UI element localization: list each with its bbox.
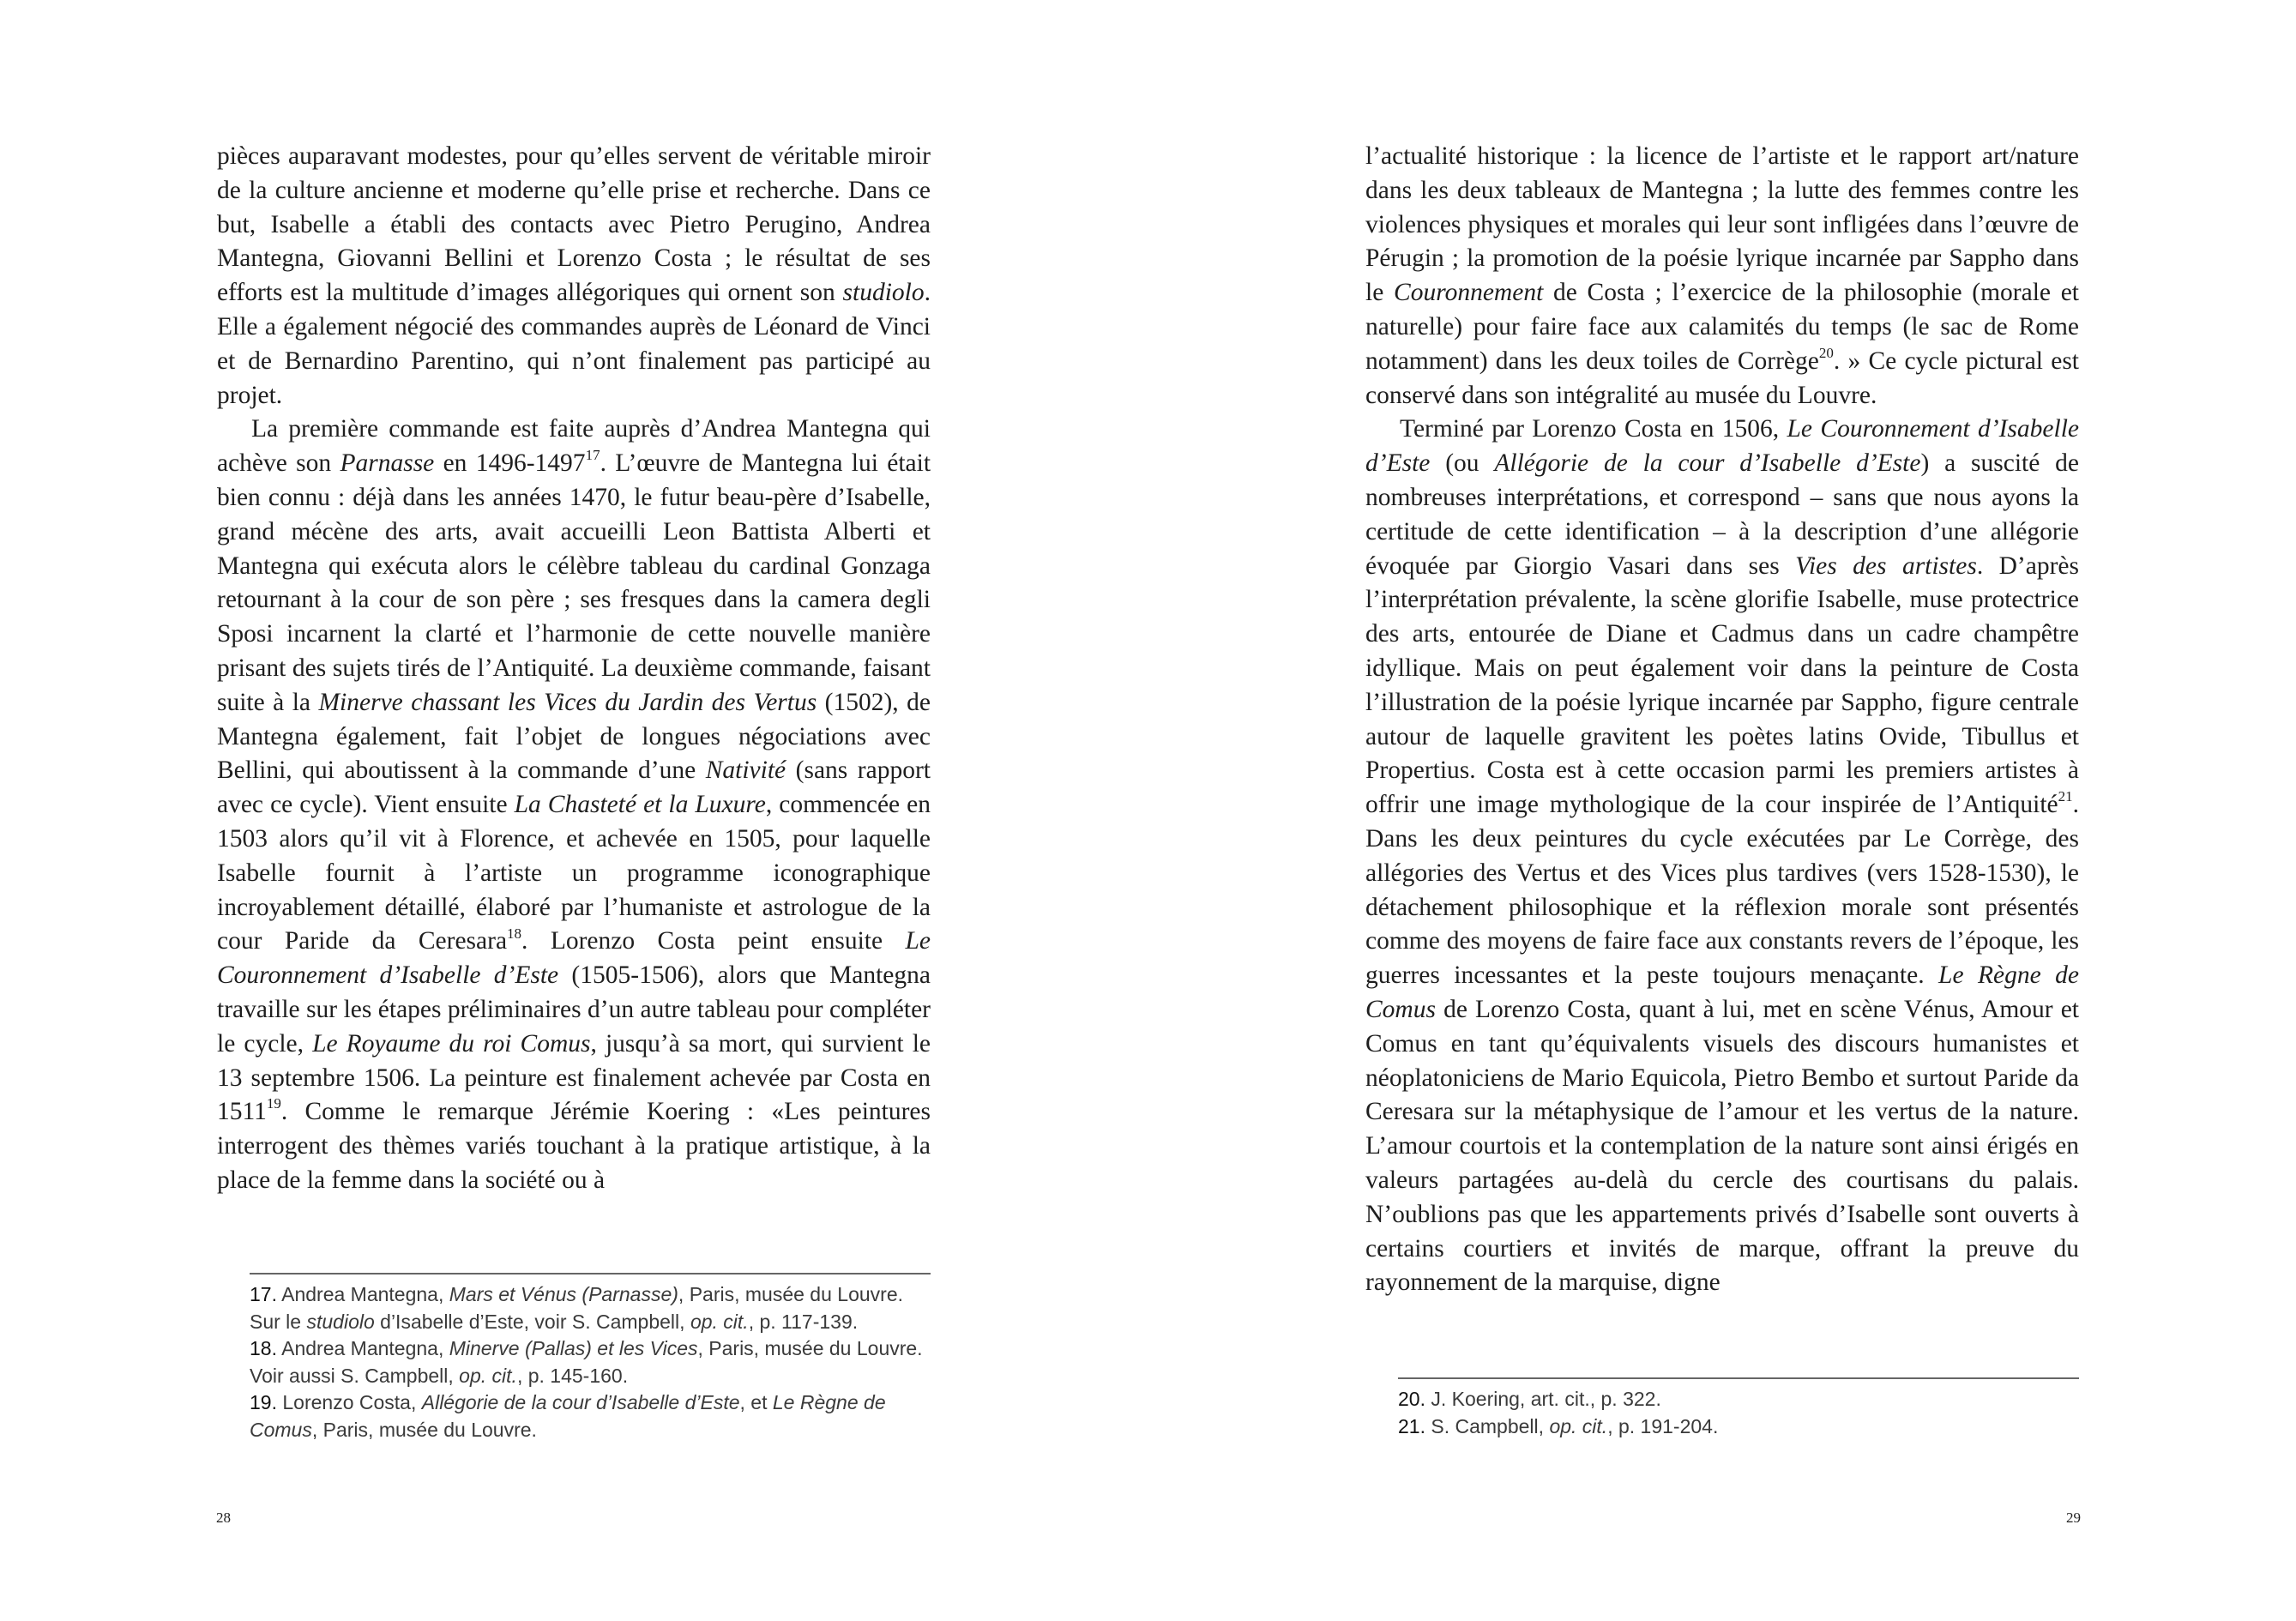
italic-title: Minerve chassant les Vices du Jardin des Vertus xyxy=(318,688,817,716)
text-run: S. Campbell, xyxy=(1425,1414,1550,1437)
text-run: Terminé par Lorenzo Costa en 1506, xyxy=(1400,415,1787,443)
text-run: . Comme le remarque Jérémie Koering : «Les peintures interrogent des thèmes variés touchant à la pratique artistique, à la place de la femme dans la société ou à xyxy=(217,1098,931,1194)
italic-title: Vies des artistes xyxy=(1795,551,1977,580)
italic-title: Le Royaume du roi Comus xyxy=(312,1029,591,1058)
italic-title: studiolo xyxy=(842,279,925,307)
footnote-rule xyxy=(1398,1377,2079,1379)
text-run: Andrea Mantegna, xyxy=(276,1337,449,1359)
text-run: , Paris, musée du Louvre. Voir aussi S. Campbell, xyxy=(250,1337,923,1387)
italic-title: La Chasteté et la Luxure xyxy=(514,791,766,819)
footnote-reference[interactable]: 17 xyxy=(585,447,600,464)
text-run: . Lorenzo Costa peint ensuite xyxy=(521,927,906,955)
italic-title: studiolo xyxy=(306,1310,375,1333)
italic-title: Allégorie de la cour d’Isabelle d’Este xyxy=(1494,449,1921,478)
page-number: 29 xyxy=(2066,1510,2081,1526)
italic-title: Le Couronnement d’Isabelle d’Este xyxy=(217,927,931,990)
text-run: d’Isabelle d’Este, voir S. Campbell, xyxy=(374,1310,690,1333)
footnotes xyxy=(250,1273,931,1443)
footnote-reference[interactable]: 20 xyxy=(1818,344,1834,361)
italic-title: Parnasse xyxy=(340,449,435,478)
paragraph xyxy=(217,140,931,413)
italic-title: Le Couronnement d’Isabelle d’Este xyxy=(1365,415,2079,478)
footnote-reference[interactable]: 21 xyxy=(2058,788,2073,805)
text-run: , commencée en 1503 alors qu’il vit à Florence, et achevée en 1505, pour laquelle Isabelle fournit à l’artiste un programme iconographique incroyablement détaillé, élaboré par l’humaniste et astrologue de la cour Paride da Ceresara xyxy=(217,791,931,955)
footnote-reference[interactable]: 19 xyxy=(266,1095,281,1112)
text-run: pièces auparavant modestes, pour qu’elles servent de véritable miroir de la culture ancienne et moderne qu’elle prise et recherche. Dans ce but, Isabelle a établi des contacts avec Pietro Perugino, Andrea Mantegna, Giovanni Bellini et Lorenzo Costa ; le résultat de ses efforts est la multitude d’images allégoriques qui ornent son xyxy=(217,142,931,307)
italic-title: op. cit. xyxy=(690,1310,749,1333)
text-run: La première commande est faite auprès d’Andrea Mantegna qui achève son xyxy=(217,415,931,478)
text-run: , Paris, musée du Louvre. xyxy=(311,1418,537,1441)
text-run: , p. 117-139. xyxy=(748,1310,859,1333)
italic-title: Minerve (Pallas) et les Vices xyxy=(449,1337,698,1359)
paragraph xyxy=(1365,413,2079,1300)
italic-title: Allégorie de la cour d’Isabelle d’Este xyxy=(421,1391,740,1413)
footnote-list xyxy=(1398,1386,2079,1440)
text-run: , p. 191-204. xyxy=(1607,1414,1719,1437)
paragraph xyxy=(217,413,931,1197)
page-number: 28 xyxy=(216,1510,231,1526)
footnote xyxy=(250,1281,931,1335)
footnote-reference[interactable]: 18 xyxy=(507,925,522,942)
italic-title: Le Règne de Comus xyxy=(1365,961,2079,1023)
text-run: , Paris, musée du Louvre. Sur le xyxy=(250,1283,903,1333)
footnote-rule xyxy=(250,1273,931,1275)
footnote-number: 18. xyxy=(250,1337,277,1359)
footnote xyxy=(1398,1386,2079,1413)
text-run: J. Koering, art. cit., p. 322. xyxy=(1425,1388,1661,1410)
footnote xyxy=(1398,1413,2079,1441)
italic-title: Le Règne de Comus xyxy=(250,1391,886,1441)
footnote-list xyxy=(250,1281,931,1443)
paragraph xyxy=(1365,140,2079,413)
text-run: (ou xyxy=(1430,449,1495,478)
footnote-number: 17. xyxy=(250,1283,277,1305)
right-page xyxy=(1148,0,2296,1621)
footnotes xyxy=(1398,1377,2079,1440)
text-run: . Dans les deux peintures du cycle exécutées par Le Corrège, des allégories des Vertus et des Vices plus tardives (vers 1528-1530), le détachement philosophique et la réflexion morale sont présentés comme des moyens de faire face aux constants revers de l’époque, les guerres incessantes et la peste toujours menaçante. xyxy=(1365,791,2079,990)
text-run: . » Ce cycle pictural est conservé dans son intégralité au musée du Louvre. xyxy=(1365,346,2080,409)
text-run: en 1496-1497 xyxy=(434,449,586,478)
text-run: de Costa ; l’exercice de la philosophie (morale et naturelle) pour faire face aux calamités du temps (le sac de Rome notamment) dans les deux toiles de Corrège xyxy=(1365,279,2079,375)
text-run: , jusqu’à sa mort, qui survient le 13 septembre 1506. La peinture est finalement achevée par Costa en 1511 xyxy=(217,1029,931,1126)
body-text xyxy=(1365,140,2079,1300)
text-run: (sans rapport avec ce cycle). Vient ensuite xyxy=(217,756,931,819)
text-run: , et xyxy=(739,1391,773,1413)
text-run: . Elle a également négocié des commandes auprès de Léonard de Vinci et de Bernardino Parentino, qui n’ont finalement pas participé au projet. xyxy=(217,279,931,409)
footnote-number: 20. xyxy=(1398,1388,1425,1410)
text-run: de Lorenzo Costa, quant à lui, met en scène Vénus, Amour et Comus en tant qu’équivalents visuels des discours humanistes et néoplatoniciens de Mario Equicola, Pietro Bembo et surtout Paride da Ceresara sur la métaphysique de l’amour et les vertus de la nature. L’amour courtois et la contemplation de la nature sont ainsi érigés en valeurs partagées au-delà du cercle des courtisans du palais. N’oublions pas que les appartements privés d’Isabelle sont ouverts à certains courtiers et invités de marque, offrant la preuve du rayonnement de la marquise, digne xyxy=(1365,995,2079,1297)
italic-title: op. cit. xyxy=(459,1364,517,1387)
text-run: ) a suscité de nombreuses interprétations, et correspond – sans que nous ayons la certitude de cette identification – à la description d’une allégorie évoquée par Giorgio Vasari dans ses xyxy=(1365,449,2079,580)
footnote xyxy=(250,1389,931,1443)
text-run: (1502), de Mantegna également, fait l’objet de longues négociations avec Bellini, qui aboutissent à la commande d’une xyxy=(217,688,931,785)
text-run: . L’œuvre de Mantegna lui était bien connu : déjà dans les années 1470, le futur beau-père d’Isabelle, grand mécène des arts, avait accueilli Leon Battista Alberti et Mantegna qui exécuta alors le célèbre tableau du cardinal Gonzaga retournant à la cour de son père ; ses fresques dans la camera degli Sposi incarnent la clarté et l’harmonie de cette nouvelle manière prisant des sujets tirés de l’Antiquité. La deuxième commande, faisant suite à la xyxy=(217,449,931,716)
text-run: (1505-1506), alors que Mantegna travaille sur les étapes préliminaires d’un autre tableau pour compléter le cycle, xyxy=(217,961,931,1058)
footnote-number: 21. xyxy=(1398,1414,1425,1437)
text-run: Andrea Mantegna, xyxy=(276,1283,449,1305)
footnote-number: 19. xyxy=(250,1391,277,1413)
italic-title: Nativité xyxy=(705,756,786,785)
text-run: Lorenzo Costa, xyxy=(276,1391,422,1413)
text-run: , p. 145-160. xyxy=(516,1364,629,1387)
text-run: l’actualité historique : la licence de l’artiste et le rapport art/nature dans les deux tableaux de Mantegna ; la lutte des femmes contre les violences physiques et morales qui leur sont infligées dans l’œuvre de Pérugin ; la promotion de la poésie lyrique incarnée par Sappho dans le xyxy=(1365,142,2079,307)
italic-title: Mars et Vénus (Parnasse) xyxy=(449,1283,678,1305)
body-text xyxy=(217,140,931,1198)
text-run: . D’après l’interprétation prévalente, la scène glorifie Isabelle, muse protectrice des arts, entourée de Diane et Cadmus dans un cadre champêtre idyllique. Mais on peut également voir dans la peinture de Costa l’illustration de la poésie lyrique incarnée par Sappho, figure centrale autour de laquelle gravitent les poètes latins Ovide, Tibullus et Propertius. Costa est à cette occasion parmi les premiers artistes à offrir une image mythologique de la cour inspirée de l’Antiquité xyxy=(1365,551,2079,819)
footnote xyxy=(250,1335,931,1389)
italic-title: Couronnement xyxy=(1394,279,1544,307)
italic-title: op. cit. xyxy=(1549,1414,1608,1437)
